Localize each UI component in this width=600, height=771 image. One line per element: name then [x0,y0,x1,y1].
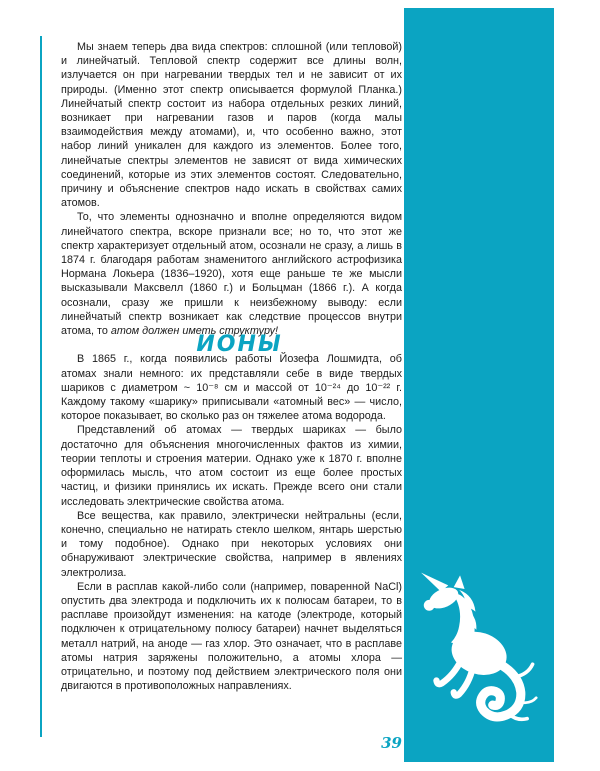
paragraph-text: Представлений об атомах — твердых шариках — было достаточно для объяснения многочисленных фактов из химии, теории теплоты и строения материи. Однако уже к 1870 г. вполне оформилась мысль, что атом состоит из еще более простых частиц, и физики принялись их искать. Прежде всего они стали исследовать электрические свойства атома. [61,424,402,508]
paragraph-text: Все вещества, как правило, электрически нейтральны (если, конечно, специально не натирать стекло шелком, янтарь шерстью и тому подобное). Однако при некоторых условиях они обнаруживают электрические свойства, например в явлениях электролиза. [61,509,402,579]
emphasis-text: атом должен иметь структуру! [110,325,279,338]
left-accent-rule [40,36,42,737]
paragraph-text: В 1865 г., когда появились работы Йозефа Лошмидта, об атомах знали немного: их представляли себе в виде твердых шариков с диаметром ~ 10⁻⁸ см и массой от 10⁻²⁴ до 10⁻²² г. Каждому такому «шарику» приписывали «атомный вес» — число, которое показывает, во сколько раз он тяжелее атома водорода. [61,353,402,423]
sea-unicorn-body-group [421,573,536,720]
paragraph-text: То, что элементы однозначно и вполне определяются видом линейчатого спектра, вскоре признали все; но то, что этот же спектр характеризует отдельный атом, осознали не сразу, а лишь в 1874 г. благодаря работам знаменитого английского астрофизика Нормана Локьера (1836–1920), хотя еще раньше те же мысли высказывали Максвелл (1860 г.) и Больцман (1866 г.). А когда осознали, сразу же пришли к неизбежному выводу: если линейчатый спектр возникает как следствие процессов внутри атома, то [61,211,402,338]
unicorn-muzzle-icon [424,600,435,611]
paragraph-section-1 [61,352,402,423]
paragraph-section-4 [61,580,402,694]
sea-unicorn-illustration [412,568,548,726]
unicorn-ear-icon [454,575,465,589]
page-number: 39 [381,734,402,752]
right-color-band [404,8,554,762]
unicorn-fin-curl-icon [508,713,527,719]
unicorn-foreleg-icon [436,661,460,685]
paragraph-section-3 [61,509,402,580]
section-heading: ИОНЫ [196,332,283,358]
paragraph-intro-1 [61,40,402,210]
paragraph-intro-2 [61,210,402,338]
paragraph-text: Если в расплав какой-либо соли (например, поваренной NaCl) опустить два электрода и подключить их к полюсам батареи, то в расплаве произойдут изменения: на катоде (электроде, который подключен к отрицательному полюсу батареи) начнет выделяться металл натрий, на аноде — газ хлор. Это означает, что в расплаве атомы натрия заряжены положительно, а атомы хлора — отрицательно, и поэтому под действием электрического поля они двигаются в противоположных направлениях. [61,580,402,693]
paragraph-text: Мы знаем теперь два вида спектров: сплошной (или тепловой) и линейчатый. Тепловой спектр содержит все длины волн, излучается он при нагревании твердых тел и не зависит от их природы. (Именно этот спектр описывается формулой Планка.) Линейчатый спектр состоит из набора отдельных резких линий, возникает при нагревании газов и паров (когда малы взаимодействия между атомами), и, что особенно важно, этот набор линий уникален для каждого из элементов. Более того, линейчатые спектры элементов не зависят от вида химических соединений, которые из этих элементов состоят. Следовательно, причину и объяснение спектров надо искать в свойствах самих атомов. [61,41,402,210]
paragraph-section-2 [61,423,402,508]
text-column [61,40,402,693]
unicorn-fin-curl-icon [515,664,532,677]
